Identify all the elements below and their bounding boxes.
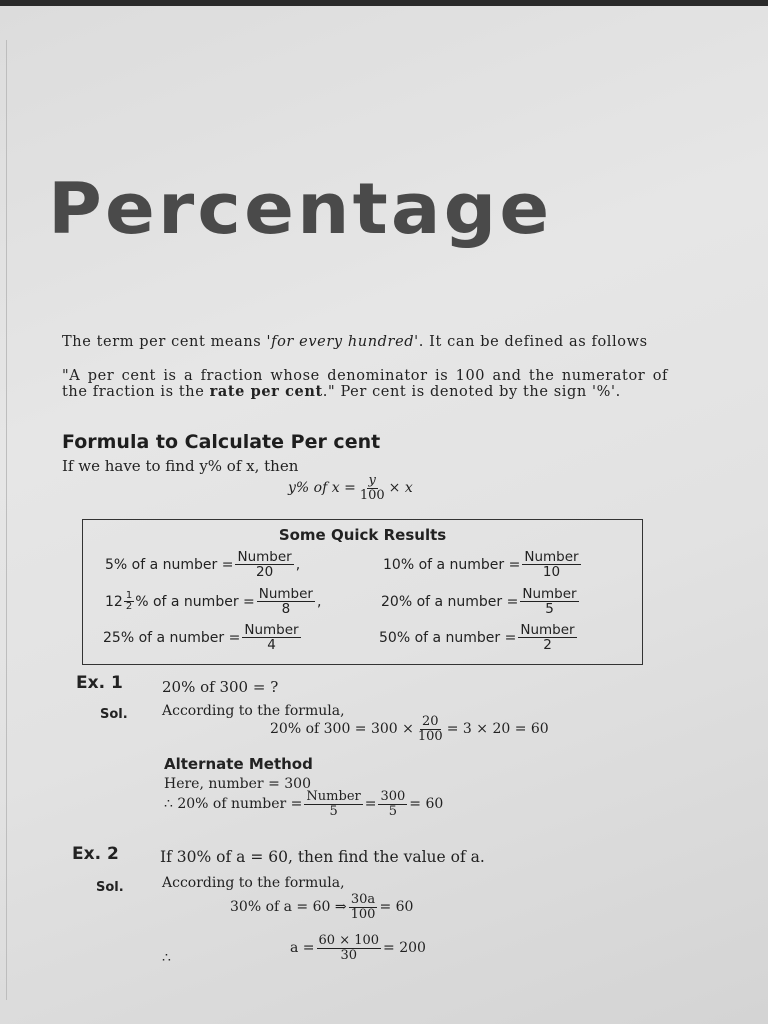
equation-result: = 200: [383, 940, 426, 957]
quick-result-fraction: [522, 550, 580, 579]
quick-result-label: 5% of a number =: [105, 556, 234, 573]
example-2-question: If 30% of a = 60, then find the value of a.: [160, 848, 485, 866]
example-2-label: Ex. 2: [72, 844, 119, 864]
example-1-solution-label: Sol.: [100, 707, 128, 722]
quick-result-label: 20% of a number =: [381, 593, 519, 610]
intro-paragraph: [62, 334, 668, 350]
quick-result-label: % of a number =: [135, 593, 255, 610]
page-edge-line: [6, 40, 7, 1000]
definition-text-c: ." Per cent is denoted by the sign '%'.: [322, 384, 621, 400]
quick-result-fraction: [518, 623, 576, 652]
formula-equation: [288, 474, 413, 502]
equation-prefix: 20% of 300 = 300 ×: [270, 721, 414, 738]
mixed-fraction: [124, 591, 134, 613]
formula-lhs: y% of x =: [288, 480, 356, 497]
equation-fraction: [317, 934, 382, 962]
formula-fraction: [358, 474, 387, 502]
alternate-method-equation: [164, 790, 443, 818]
equals-sign: =: [364, 796, 377, 813]
quick-result-fraction: [235, 550, 293, 579]
fraction-numerator: Number: [306, 789, 361, 804]
fraction-numerator: Number: [237, 549, 292, 565]
quick-result-fraction: [242, 623, 300, 652]
formula-heading: Formula to Calculate Per cent: [62, 431, 381, 453]
formula-numerator: y: [368, 473, 376, 488]
quick-result-label: 10% of a number =: [383, 556, 521, 573]
equation-prefix: ∴ 20% of number =: [164, 796, 303, 813]
chapter-title: Percentage: [48, 168, 553, 250]
fraction-denominator: 20: [255, 564, 274, 581]
equation-result: = 3 × 20 = 60: [446, 721, 549, 738]
fraction-denominator: 5: [329, 803, 338, 819]
quick-result-5: [105, 550, 300, 579]
mixed-whole: 12: [105, 593, 123, 610]
formula-denominator: 100: [359, 487, 385, 503]
example-2-equation-1: [230, 893, 413, 921]
fraction-numerator: Number: [524, 549, 579, 565]
equation-result: = 60: [379, 899, 414, 916]
quick-result-50: [379, 623, 579, 652]
fraction-denominator: 4: [267, 637, 276, 654]
fraction-numerator: Number: [522, 586, 577, 602]
equation-fraction: [304, 790, 362, 818]
alternate-method-heading: Alternate Method: [164, 755, 313, 773]
fraction-denominator: 5: [545, 601, 554, 618]
quick-results-title: Some Quick Results: [278, 526, 447, 544]
alternate-method-line: Here, number = 300: [164, 776, 311, 792]
quick-result-10: [383, 550, 583, 579]
equation-fraction: [349, 893, 378, 921]
fraction-denominator: 5: [388, 803, 398, 819]
intro-text-c: . It can be defined as follows: [418, 334, 648, 350]
fraction-denominator: 2: [125, 601, 133, 613]
example-2-equation-2: [290, 934, 426, 962]
quick-result-fraction: [257, 587, 315, 616]
fraction-denominator: 100: [417, 728, 443, 744]
equation-result: = 60: [409, 796, 444, 813]
fraction-denominator: 10: [542, 564, 561, 581]
quick-result-label: 25% of a number =: [103, 629, 241, 646]
example-1-label: Ex. 1: [76, 673, 123, 693]
fraction-denominator: 30: [340, 947, 358, 963]
fraction-numerator: 20: [422, 714, 439, 729]
example-1-intro: According to the formula,: [162, 703, 345, 719]
definition-text-bold: rate per cent: [209, 383, 323, 400]
therefore-symbol: ∴: [162, 950, 171, 966]
fraction-numerator: Number: [520, 622, 575, 638]
intro-text-a: The term per cent means: [62, 334, 267, 350]
fraction-numerator: 30a: [350, 892, 376, 907]
equation-prefix: a =: [290, 940, 315, 957]
fraction-denominator: 2: [543, 637, 552, 654]
quick-results-box: [82, 519, 643, 665]
quick-result-fraction: [520, 587, 578, 616]
separator: ,: [316, 593, 322, 610]
example-2-solution-label: Sol.: [96, 880, 124, 895]
quick-result-25: [103, 623, 303, 652]
equation-fraction: [378, 790, 407, 818]
formula-intro: If we have to find y% of x, then: [62, 457, 299, 475]
example-1-equation: [270, 715, 549, 743]
fraction-denominator: 100: [350, 906, 376, 922]
formula-rhs: × x: [388, 480, 413, 497]
example-2-intro: According to the formula,: [162, 875, 345, 891]
definition-text-a: "A per cent is a fraction whose denominator is 100 and the numerator of the fraction is the: [62, 368, 668, 400]
quick-result-12-5: [105, 587, 321, 616]
fraction-numerator: 300: [380, 789, 406, 804]
fraction-denominator: 8: [281, 601, 291, 618]
equation-fraction: [416, 715, 445, 743]
fraction-numerator: 1: [125, 589, 133, 601]
page-top-band: [0, 0, 768, 6]
quick-result-20: [381, 587, 581, 616]
mixed-number: [105, 591, 135, 613]
fraction-numerator: 60 × 100: [318, 933, 380, 948]
fraction-numerator: Number: [258, 586, 313, 602]
quick-result-label: 50% of a number =: [379, 629, 517, 646]
separator: ,: [295, 556, 301, 573]
intro-text-italic: 'for every hundred': [266, 334, 419, 350]
fraction-numerator: Number: [244, 622, 299, 638]
definition-paragraph: [62, 368, 668, 400]
equation-prefix: 30% of a = 60 ⇒: [230, 899, 347, 916]
example-1-question: 20% of 300 = ?: [162, 678, 279, 696]
